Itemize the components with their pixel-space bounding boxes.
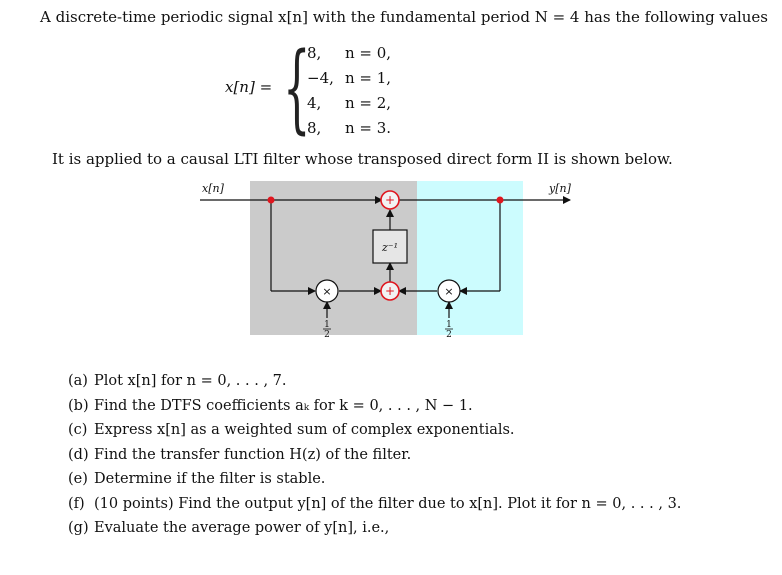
question-label: (a): [68, 373, 88, 389]
top-adder-symbol: +: [384, 193, 396, 207]
input-label: x[n]: [202, 182, 224, 195]
question-text: Determine if the filter is stable.: [94, 471, 326, 487]
output-branch-dot: [497, 197, 504, 204]
case-condition-2: n = 2,: [345, 94, 392, 112]
question-text: Express x[n] as a weighted sum of complex exponentials.: [94, 422, 515, 438]
case-value-1: −4,: [307, 69, 334, 87]
question-item: [68, 516, 768, 541]
input-branch-dot: [268, 197, 275, 204]
left-coef-denominator: 2: [324, 330, 330, 340]
signal-lhs: x[n] =: [225, 78, 273, 96]
question-text: Plot x[n] for n = 0, . . . , 7.: [94, 373, 287, 389]
right-multiplier-symbol: ×: [444, 285, 454, 298]
bottom-adder-symbol: +: [384, 284, 396, 298]
question-item: [68, 418, 768, 443]
delay-label: z⁻¹: [381, 241, 399, 254]
question-label: (c): [68, 422, 88, 438]
question-label: (d): [68, 446, 89, 463]
cyan-region: [417, 181, 523, 335]
question-item: [68, 394, 768, 419]
question-item: [68, 492, 768, 517]
question-item: [68, 467, 768, 492]
case-value-2: 4,: [307, 94, 322, 112]
right-coef-numerator: 1: [446, 320, 452, 330]
left-multiplier-symbol: ×: [322, 285, 332, 298]
question-text: Find the DTFS coefficients aₖ for k = 0, . . . , N − 1.: [94, 397, 473, 414]
question-item: [68, 369, 768, 394]
question-label: (e): [68, 471, 88, 487]
question-label: (g): [68, 520, 89, 536]
question-item: [68, 443, 768, 468]
case-condition-0: n = 0,: [345, 44, 392, 62]
question-text: (10 points) Find the output y[n] of the filter due to x[n]. Plot it for n = 0, . . . , 3.: [94, 495, 682, 512]
question-text: Find the transfer function H(z) of the filter.: [94, 446, 412, 463]
output-label: y[n]: [549, 182, 571, 195]
question-text: Evaluate the average power of y[n], i.e.,: [94, 520, 390, 536]
question-label: (f): [68, 495, 85, 512]
case-brace: {: [283, 32, 311, 144]
right-coef-denominator: 2: [446, 330, 452, 340]
case-value-0: 8,: [307, 44, 322, 62]
case-condition-1: n = 1,: [345, 69, 392, 87]
problem-intro: A discrete-time periodic signal x[n] with the fundamental period N = 4 has the following values: [40, 8, 768, 26]
question-list: [68, 369, 768, 541]
case-condition-3: n = 3.: [345, 119, 392, 137]
left-coef-numerator: 1: [324, 320, 330, 330]
filter-description: It is applied to a causal LTI filter whose transposed direct form II is shown below.: [52, 150, 673, 168]
question-label: (b): [68, 397, 89, 414]
case-value-3: 8,: [307, 119, 322, 137]
